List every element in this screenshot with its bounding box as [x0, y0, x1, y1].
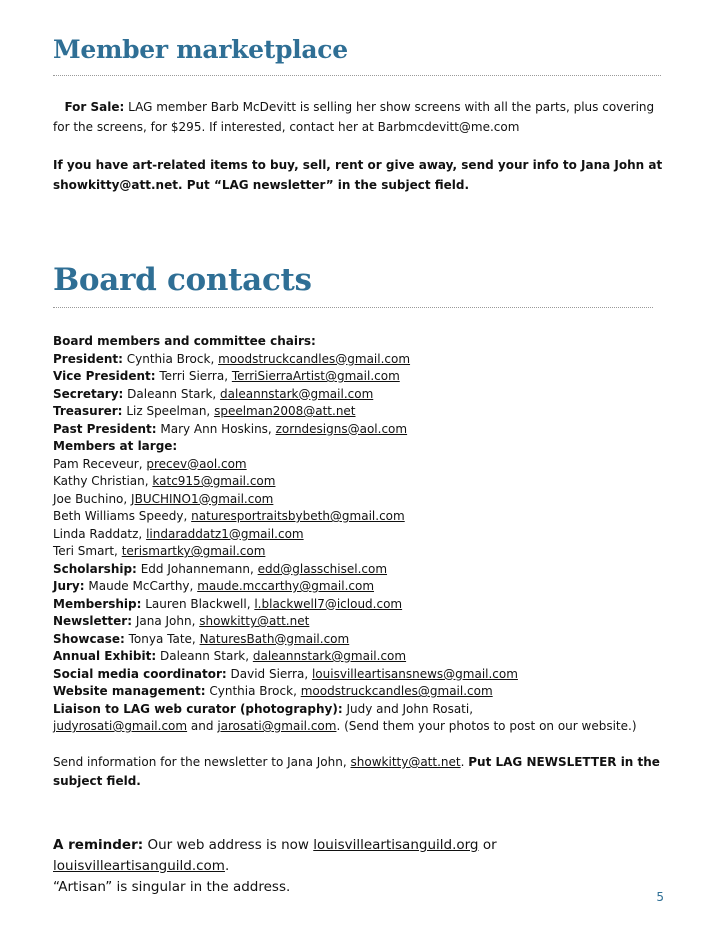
- email-link[interactable]: showkitty@att.net: [350, 755, 461, 769]
- contact-row: President: Cynthia Brock, moodstruckcandles@gmail.com: [53, 351, 411, 366]
- email-link[interactable]: louisvilleartisansnews@gmail.com: [311, 666, 518, 681]
- reminder-note: “Artisan” is singular in the address.: [53, 879, 291, 895]
- email-link[interactable]: JBUCHINO1@gmail.com: [131, 491, 274, 506]
- email-link[interactable]: daleannstark@gmail.com: [220, 386, 374, 401]
- contact-row: Showcase: Tonya Tate, NaturesBath@gmail.com: [53, 631, 350, 646]
- board-contacts-list: [53, 333, 673, 736]
- contact-row: Past President: Mary Ann Hoskins, zorndesigns@aol.com: [53, 421, 408, 436]
- email-link[interactable]: judyrosati@gmail.com: [53, 719, 188, 733]
- email-link[interactable]: maude.mccarthy@gmail.com: [197, 579, 375, 593]
- section-divider: [53, 307, 653, 308]
- section-title-board: Board contacts: [53, 262, 312, 298]
- contact-row: Scholarship: Edd Johannemann, edd@glasschisel.com: [53, 561, 388, 576]
- email-link[interactable]: jarosati@gmail.com: [217, 719, 337, 733]
- reminder-paragraph: A reminder: Our web address is now louisvilleartisanguild.org or louisvilleartisanguild.com. “Artisan” is singular in the address.: [53, 835, 673, 898]
- for-sale-paragraph: [53, 97, 663, 137]
- website-link[interactable]: louisvilleartisanguild.com: [53, 858, 225, 874]
- contact-row: judyrosati@gmail.com and jarosati@gmail.com. (Send them your photos to post on our website.): [53, 719, 637, 733]
- contact-row: Kathy Christian, katc915@gmail.com: [53, 474, 276, 488]
- email-link[interactable]: NaturesBath@gmail.com: [199, 631, 350, 646]
- email-link[interactable]: terismartky@gmail.com: [121, 544, 266, 558]
- contact-row: Annual Exhibit: Daleann Stark, daleannstark@gmail.com: [53, 649, 407, 663]
- email-link[interactable]: lindaraddatz1@gmail.com: [146, 526, 304, 541]
- email-link[interactable]: edd@glasschisel.com: [257, 561, 388, 576]
- members-at-large-label: Members at large:: [53, 439, 178, 453]
- email-link[interactable]: daleannstark@gmail.com: [252, 649, 407, 663]
- page-number: 5: [656, 890, 664, 904]
- marketplace-notice: [53, 155, 663, 195]
- contact-row: Membership: Lauren Blackwell, l.blackwell7@icloud.com: [53, 596, 403, 611]
- reminder-label: A reminder:: [53, 837, 144, 853]
- contacts-intro: Board members and committee chairs:: [53, 334, 316, 348]
- contact-row: Teri Smart, terismartky@gmail.com: [53, 544, 266, 558]
- email-link[interactable]: moodstruckcandles@gmail.com: [218, 351, 411, 366]
- contact-row: Linda Raddatz, lindaraddatz1@gmail.com: [53, 526, 304, 541]
- contact-row: Beth Williams Speedy, naturesportraitsbybeth@gmail.com: [53, 509, 405, 523]
- contact-row: Vice President: Terri Sierra, TerriSierraArtist@gmail.com: [53, 369, 400, 383]
- notice-line-2: showkitty@att.net. Put “LAG newsletter” in the subject field.: [53, 178, 470, 192]
- website-link[interactable]: louisvilleartisanguild.org: [313, 837, 479, 853]
- contact-row: Treasurer: Liz Speelman, speelman2008@att.net: [53, 404, 356, 418]
- for-sale-text: LAG member Barb McDevitt is selling her show screens with all the parts, plus covering for the screens, for $295. If interested, contact her at Barbmcdevitt@me.com: [53, 100, 655, 134]
- contact-row: Liaison to LAG web curator (photography): Judy and John Rosati,: [53, 701, 474, 716]
- email-link[interactable]: naturesportraitsbybeth@gmail.com: [191, 509, 405, 523]
- section-title-marketplace: Member marketplace: [53, 35, 348, 64]
- contact-row: Jury: Maude McCarthy, maude.mccarthy@gmail.com: [53, 579, 375, 593]
- email-link[interactable]: zorndesigns@aol.com: [275, 421, 408, 436]
- notice-line-1: If you have art-related items to buy, sell, rent or give away, send your info to Jana John at: [53, 158, 663, 172]
- contact-row: Joe Buchino, JBUCHINO1@gmail.com: [53, 491, 274, 506]
- email-link[interactable]: l.blackwell7@icloud.com: [254, 596, 403, 611]
- contact-row: Secretary: Daleann Stark, daleannstark@gmail.com: [53, 386, 374, 401]
- email-link[interactable]: katc915@gmail.com: [152, 474, 276, 488]
- email-link[interactable]: TerriSierraArtist@gmail.com: [231, 369, 400, 383]
- contact-row: Newsletter: Jana John, showkitty@att.net: [53, 614, 310, 628]
- email-link[interactable]: moodstruckcandles@gmail.com: [300, 684, 493, 698]
- contact-row: Social media coordinator: David Sierra, louisvilleartisansnews@gmail.com: [53, 666, 518, 681]
- email-link[interactable]: precev@aol.com: [146, 456, 247, 471]
- send-info-paragraph: Send information for the newsletter to Jana John, showkitty@att.net. Put LAG NEWSLETTER in the subject field.: [53, 755, 660, 788]
- section-divider: [53, 75, 661, 76]
- email-link[interactable]: speelman2008@att.net: [214, 404, 356, 418]
- contact-row: Website management: Cynthia Brock, moodstruckcandles@gmail.com: [53, 684, 493, 698]
- for-sale-label: For Sale:: [64, 100, 125, 114]
- email-link[interactable]: showkitty@att.net: [199, 614, 310, 628]
- contact-row: Pam Receveur, precev@aol.com: [53, 456, 247, 471]
